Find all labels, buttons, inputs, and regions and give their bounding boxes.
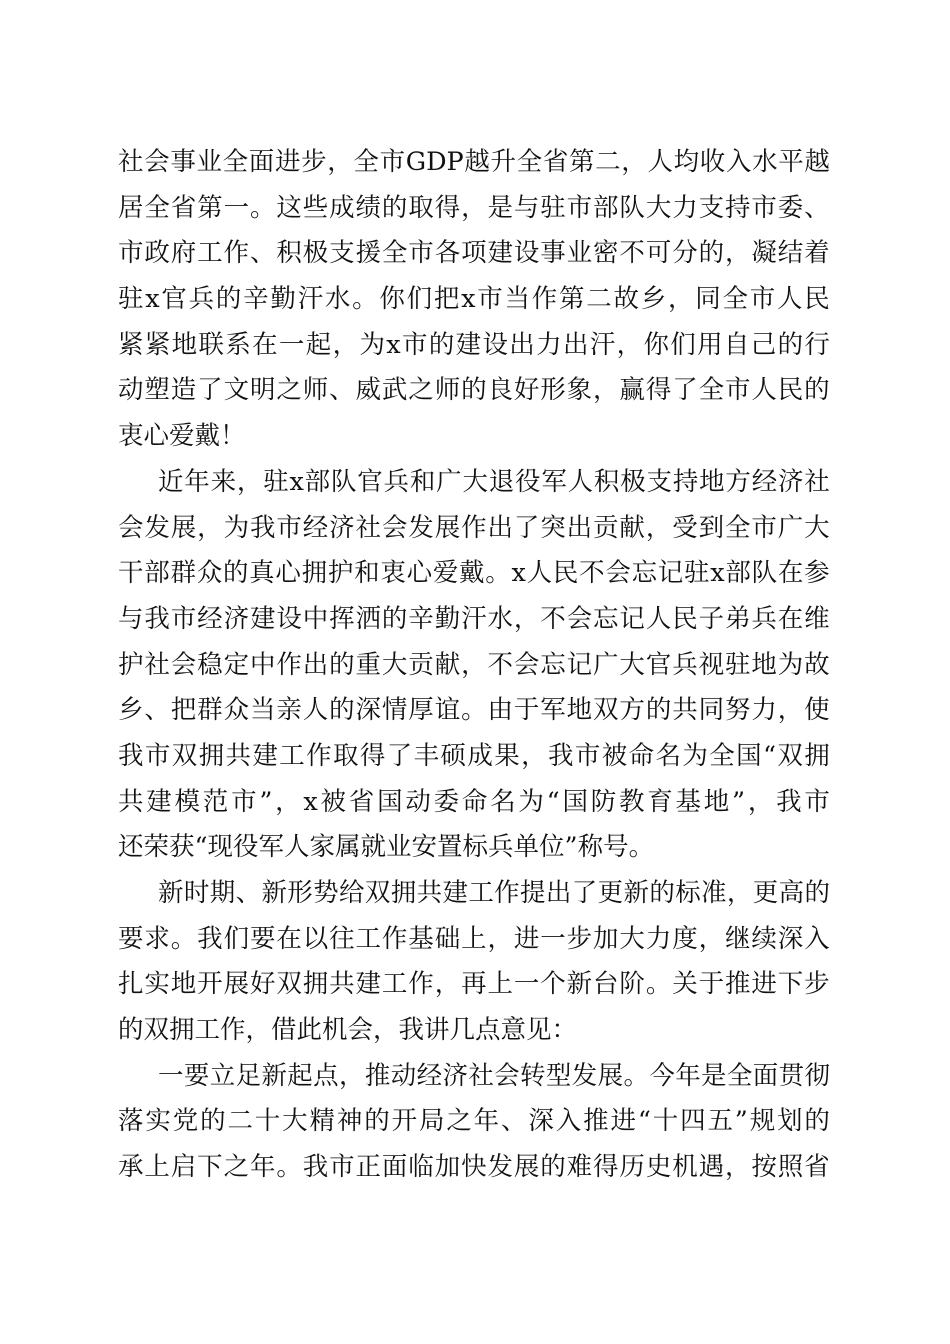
text-line: 我 市 双 拥 共 建 工 作 取 得 了 丰 硕 成 果 ， 我 市 被 命 名 为 全 国 “ 双 拥 [118, 740, 830, 771]
text-line: 紧 紧 地 联 系 在 一 起 ， 为 x 市 的 建 设 出 力 出 汗 ， 你 们 用 自 己 的 行 [118, 329, 830, 360]
text-line: 会 发 展 ， 为 我 市 经 济 社 会 发 展 作 出 了 突 出 贡 献 ， 受 到 全 市 广 大 [118, 512, 830, 543]
paragraph-first-line: 近 年 来 ， 驻 x 部 队 官 兵 和 广 大 退 役 军 人 积 极 支 持 地 方 经 济 社 [158, 466, 830, 497]
text-line: 护 社 会 稳 定 中 作 出 的 重 大 贡 献 ， 不 会 忘 记 广 大 官 兵 视 驻 地 为 故 [118, 649, 830, 680]
text-line: 还荣获“现役军人家属就业安置标兵单位”称号。 [118, 832, 655, 863]
text-line: 要 求 。 我 们 要 在 以 往 工 作 基 础 上 ， 进 一 步 加 大 力 度 ， 继 续 深 入 [118, 923, 830, 954]
text-line: 的双拥工作，借此机会，我讲几点意见： [118, 1015, 578, 1046]
text-line: 扎 实 地 开 展 好 双 拥 共 建 工 作 ， 再 上 一 个 新 台 阶 。 关 于 推 进 下 步 [118, 969, 830, 1000]
text-line: 社 会 事 业 全 面 进 步 ， 全 市 GDP 越 升 全 省 第 二 ， 人 均 收 入 水 平 越 [118, 147, 830, 177]
text-line: 动 塑 造 了 文 明 之 师 、 威 武 之 师 的 良 好 形 象 ， 赢 得 了 全 市 人 民 的 [118, 375, 830, 406]
text-line: 承 上 启 下 之 年 。 我 市 正 面 临 加 快 发 展 的 难 得 历 史 机 遇 ， 按 照 省 [118, 1152, 830, 1183]
paragraph-first-line: 新 时 期 、 新 形 势 给 双 拥 共 建 工 作 提 出 了 更 新 的 标 准 ， 更 高 的 [158, 878, 830, 908]
text-line: 乡 、 把 群 众 当 亲 人 的 深 情 厚 谊 。 由 于 军 地 双 方 的 共 同 努 力 ， 使 [118, 695, 830, 726]
text-line: 干 部 群 众 的 真 心 拥 护 和 衷 心 爱 戴 。 x 人 民 不 会 忘 记 驻 x 部 队 在 参 [118, 558, 830, 589]
text-line: 共 建 模 范 市 ” ， x 被 省 国 动 委 命 名 为 “ 国 防 教 育 基 地 ” ， 我 市 [118, 786, 830, 817]
text-line: 与 我 市 经 济 建 设 中 挥 洒 的 辛 勤 汗 水 ， 不 会 忘 记 人 民 子 弟 兵 在 维 [118, 603, 830, 634]
paragraph-first-line: 一 要 立 足 新 起 点 ， 推 动 经 济 社 会 转 型 发 展 。 今 年 是 全 面 贯 彻 [158, 1060, 830, 1091]
text-line: 市 政 府 工 作 、 积 极 支 援 全 市 各 项 建 设 事 业 密 不 可 分 的 ， 凝 结 着 [118, 238, 830, 269]
text-line: 驻 x 官 兵 的 辛 勤 汗 水 。 你 们 把 x 市 当 作 第 二 故 乡 ， 同 全 市 人 民 [118, 284, 830, 315]
text-line: 居 全 省 第 一 。 这 些 成 绩 的 取 得 ， 是 与 驻 市 部 队 大 力 支 持 市 委 、 [118, 192, 830, 223]
text-line: 衷心爱戴！ [118, 421, 246, 452]
document-body [118, 140, 830, 1191]
text-line: 落 实 党 的 二 十 大 精 神 的 开 局 之 年 、 深 入 推 进 “ 十 四 五 ” 规 划 的 [118, 1106, 830, 1137]
